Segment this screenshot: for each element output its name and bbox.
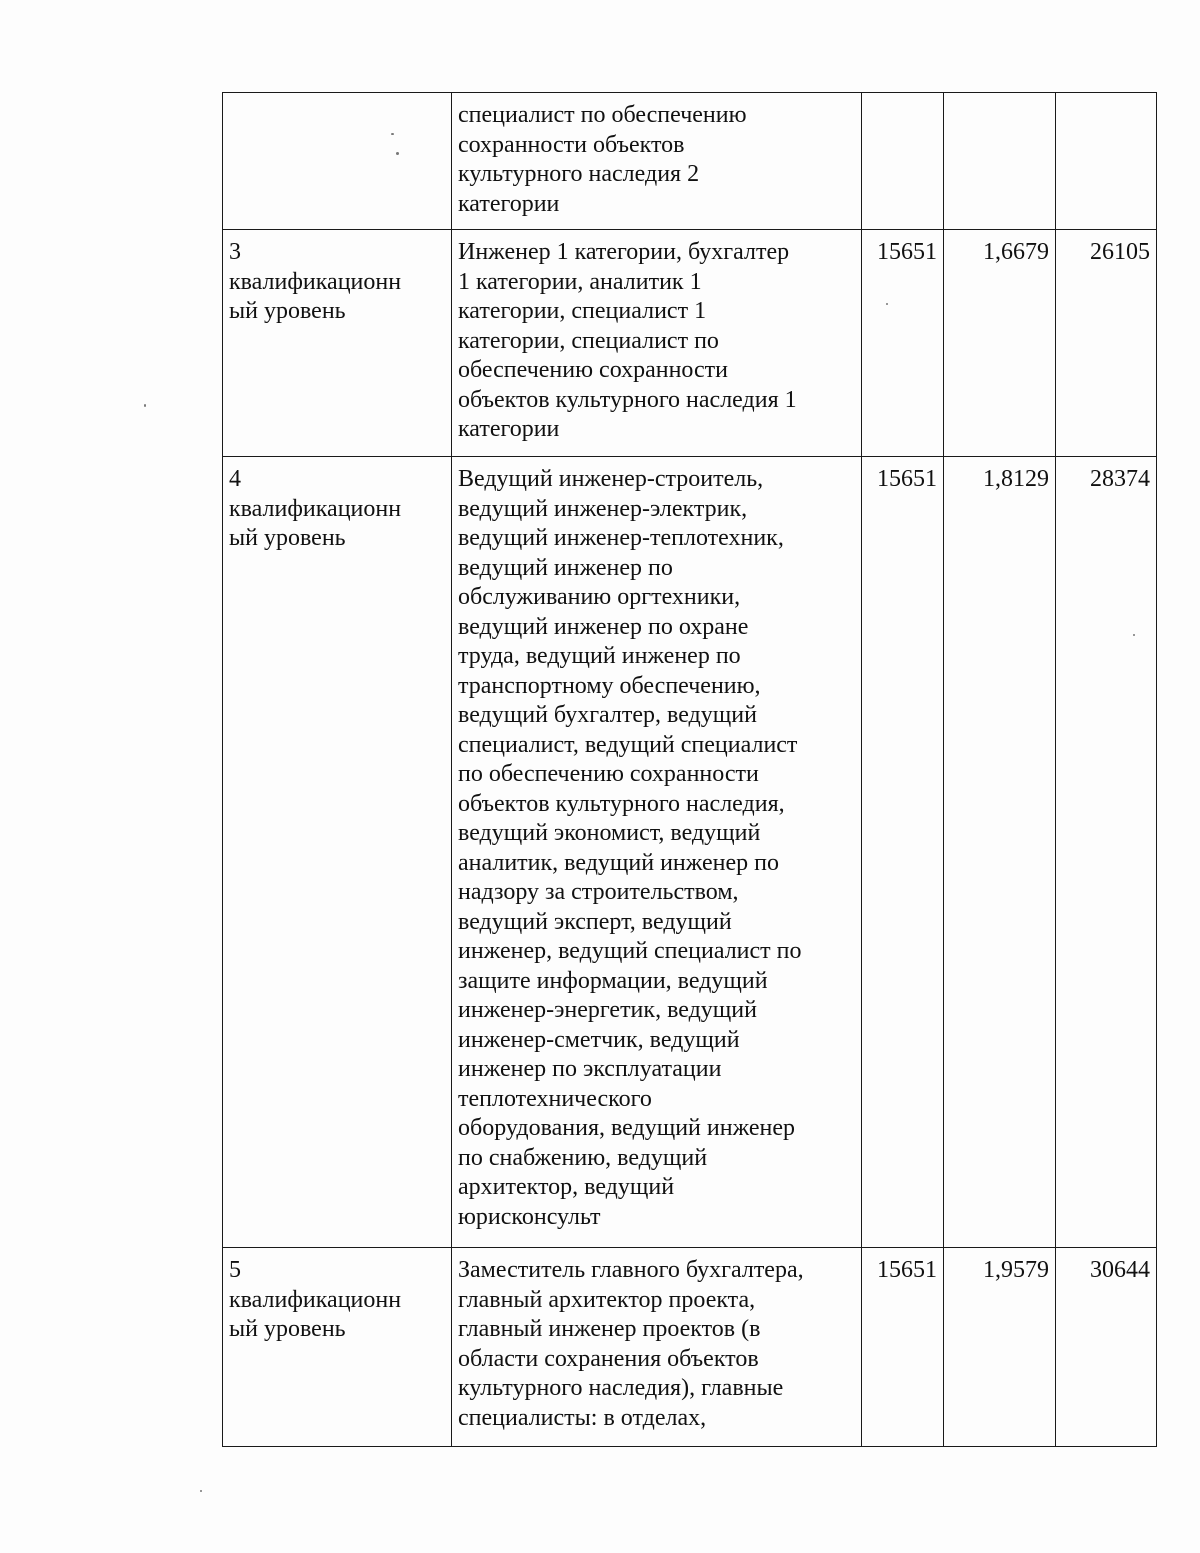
base-salary-cell: [862, 93, 944, 230]
coefficient-cell: 1,8129: [944, 457, 1056, 1248]
scan-speck: [1133, 634, 1135, 636]
positions-text: Ведущий инженер-строитель, ведущий инженер-электрик, ведущий инженер-теплотехник, ведущий инженер по обслуживанию оргтехники, ведущий инженер по охране труда, ведущий инженер по транспортному обеспечению, ведущий бухгалтер, ведущий специалист, ведущий специалист по обеспечению сохранности объектов культурного наследия, ведущий экономист, ведущий аналитик, ведущий инженер по надзору за строительством, ведущий эксперт, ведущий инженер, ведущий специалист по защите информации, ведущий инженер-энергетик, ведущий инженер-сметчик, ведущий инженер по эксплуатации теплотехнического оборудования, ведущий инженер по снабжению, ведущий архитектор, ведущий юрисконсульт: [458, 466, 802, 1230]
table-row: [223, 457, 1157, 1248]
salary-cell: 30644: [1056, 1248, 1157, 1447]
qualification-level-text: 4 квалификационн ый уровень: [229, 466, 402, 551]
coefficient-cell: 1,6679: [944, 230, 1056, 457]
scan-speck: [886, 303, 888, 305]
salary-cell: 26105: [1056, 230, 1157, 457]
scan-speck: [396, 152, 399, 155]
qualification-level-cell: [223, 457, 452, 1248]
salary-table: [222, 92, 1157, 1447]
coefficient-cell: [944, 93, 1056, 230]
positions-cell: [452, 1248, 862, 1447]
qualification-level-cell: [223, 1248, 452, 1447]
base-salary-cell: 15651: [862, 1248, 944, 1447]
scan-speck: [144, 404, 146, 407]
scan-speck: [200, 1490, 202, 1492]
qualification-level-text: 3 квалификационн ый уровень: [229, 239, 402, 324]
positions-text: Заместитель главного бухгалтера, главный архитектор проекта, главный инженер проектов (в области сохранения объектов культурного наследия), главные специалисты: в отделах,: [458, 1257, 804, 1431]
positions-text: Инженер 1 категории, бухгалтер 1 категории, аналитик 1 категории, специалист 1 категории, специалист по обеспечению сохранности объектов культурного наследия 1 категории: [458, 239, 797, 442]
coefficient-cell: 1,9579: [944, 1248, 1056, 1447]
positions-text: специалист по обеспечению сохранности объектов культурного наследия 2 категории: [458, 102, 747, 217]
scan-speck: [391, 133, 394, 135]
table-row: [223, 93, 1157, 230]
base-salary-cell: 15651: [862, 457, 944, 1248]
qualification-level-cell: [223, 230, 452, 457]
qualification-level-text: 5 квалификационн ый уровень: [229, 1257, 402, 1342]
table-row: [223, 1248, 1157, 1447]
positions-cell: [452, 457, 862, 1248]
salary-cell: [1056, 93, 1157, 230]
salary-cell: 28374: [1056, 457, 1157, 1248]
table-row: [223, 230, 1157, 457]
positions-cell: [452, 93, 862, 230]
positions-cell: [452, 230, 862, 457]
base-salary-cell: 15651: [862, 230, 944, 457]
qualification-level-cell: [223, 93, 452, 230]
